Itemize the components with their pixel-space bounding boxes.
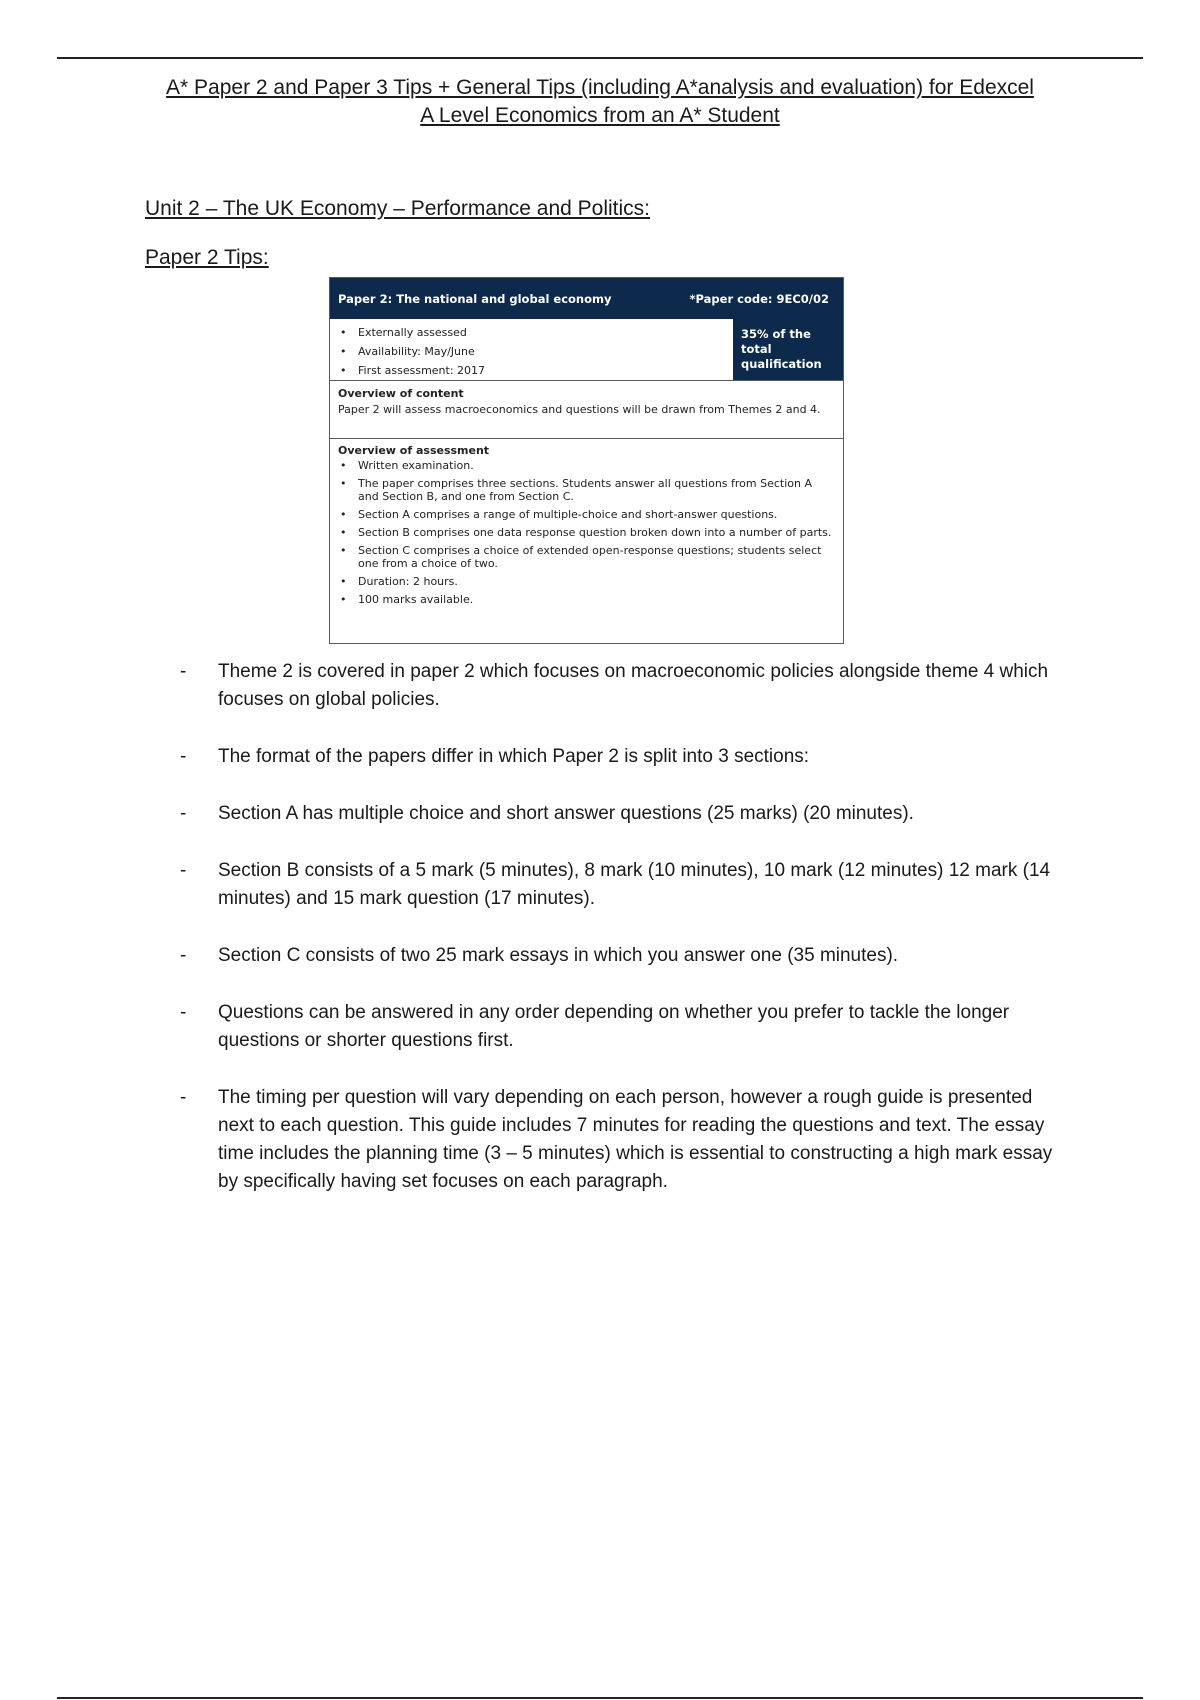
tip-item xyxy=(180,658,1060,714)
spec-info-row xyxy=(330,319,843,381)
tip-item xyxy=(180,800,1060,828)
spec-assessment-item: • Written examination. xyxy=(338,459,835,472)
spec-weighting-badge: 35% of the total qualification xyxy=(733,319,843,380)
spec-assessment-list xyxy=(338,459,835,606)
top-rule xyxy=(57,57,1143,59)
bullet-dash: - xyxy=(180,1002,187,1023)
tip-item xyxy=(180,999,1060,1055)
bullet-dash: - xyxy=(180,860,187,881)
tip-item xyxy=(180,942,1060,970)
document-title xyxy=(120,74,1080,130)
spec-assessment-item: • Section A comprises a range of multiple-choice and short-answer questions. xyxy=(338,508,835,521)
bullet-dash: - xyxy=(180,1087,187,1108)
spec-assessment-item: • Duration: 2 hours. xyxy=(338,575,835,588)
unit-heading: Unit 2 – The UK Economy – Performance and Politics: xyxy=(145,197,651,220)
document-title-line-2: A Level Economics from an A* Student xyxy=(420,104,780,127)
tip-text: The timing per question will vary depending on each person, however a rough guide is presented next to each question. This guide includes 7 minutes for reading the questions and text. The essay time includes the planning time (3 – 5 minutes) which is essential to constructing a high mark essay by specifically having set focuses on each paragraph. xyxy=(218,1087,1053,1192)
bullet-dash: - xyxy=(180,803,187,824)
spec-header xyxy=(330,278,843,319)
document-title-line-1: A* Paper 2 and Paper 3 Tips + General Tips (including A*analysis and evaluation) for Edexcel xyxy=(166,76,1034,99)
bullet-dash: - xyxy=(180,945,187,966)
spec-assessment-item: • Section B comprises one data response question broken down into a number of parts. xyxy=(338,526,835,539)
spec-header-title: Paper 2: The national and global economy xyxy=(338,291,612,306)
spec-assessment-heading: Overview of assessment xyxy=(338,444,490,457)
tip-text: Section A has multiple choice and short answer questions (25 marks) (20 minutes). xyxy=(218,803,914,824)
spec-content-text: Paper 2 will assess macroeconomics and questions will be drawn from Themes 2 and 4. xyxy=(338,403,821,416)
spec-content-section xyxy=(330,381,843,439)
tips-list xyxy=(180,658,1060,1225)
tip-text: Questions can be answered in any order depending on whether you prefer to tackle the longer questions or shorter questions first. xyxy=(218,1002,1010,1051)
tip-text: Section C consists of two 25 mark essays in which you answer one (35 minutes). xyxy=(218,945,899,966)
tip-item xyxy=(180,743,1060,771)
bullet-dash: - xyxy=(180,746,187,767)
spec-info-list xyxy=(338,323,727,380)
spec-info-item: • Availability: May/June xyxy=(338,342,727,361)
spec-content-heading: Overview of content xyxy=(338,387,464,400)
spec-paper-code: *Paper code: 9EC0/02 xyxy=(689,291,829,306)
tip-item xyxy=(180,1084,1060,1196)
spec-assessment-item: • The paper comprises three sections. Students answer all questions from Section A and Section B, and one from Section C. xyxy=(338,477,835,503)
spec-assessment-item: • Section C comprises a choice of extended open-response questions; students select one from a choice of two. xyxy=(338,544,835,570)
bullet-dash: - xyxy=(180,661,187,682)
tip-text: Section B consists of a 5 mark (5 minutes), 8 mark (10 minutes), 10 mark (12 minutes) 12 mark (14 minutes) and 15 mark question (17 minutes). xyxy=(218,860,1051,909)
tip-text: Theme 2 is covered in paper 2 which focuses on macroeconomic policies alongside theme 4 which focuses on global policies. xyxy=(218,661,1049,710)
specification-box xyxy=(329,277,844,644)
tip-text: The format of the papers differ in which Paper 2 is split into 3 sections: xyxy=(218,746,810,767)
spec-info-item: • Externally assessed xyxy=(338,323,727,342)
paper-heading: Paper 2 Tips: xyxy=(145,246,269,269)
tip-item xyxy=(180,857,1060,913)
spec-info-item: • First assessment: 2017 xyxy=(338,361,727,380)
spec-assessment-section xyxy=(330,439,843,606)
bottom-rule xyxy=(57,1697,1143,1699)
spec-assessment-item: • 100 marks available. xyxy=(338,593,835,606)
